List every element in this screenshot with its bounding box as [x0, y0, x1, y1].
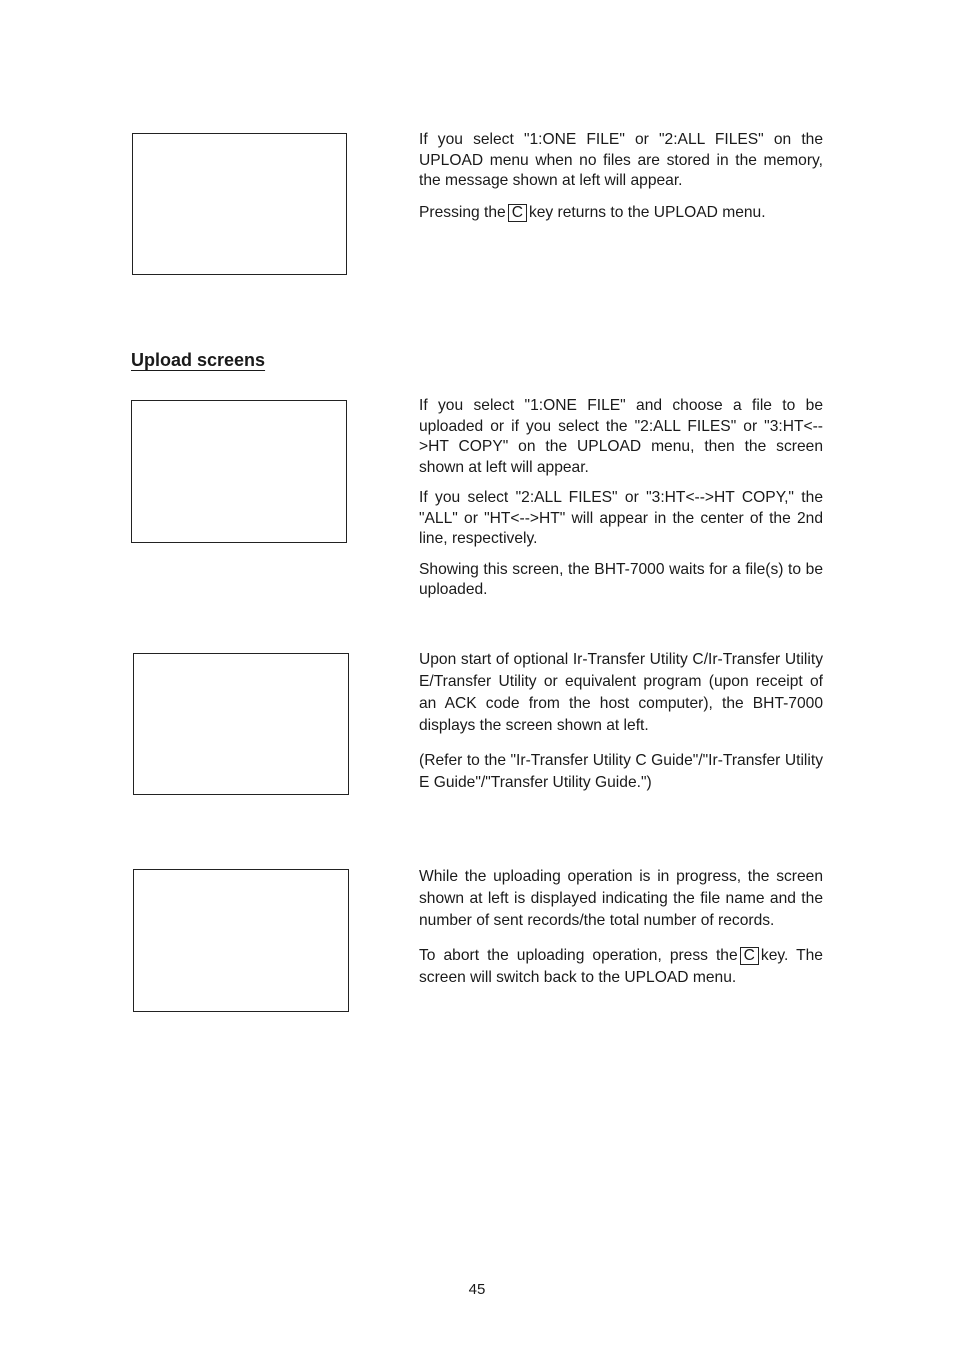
- upload-wait-paragraph-3: Showing this screen, the BHT-7000 waits for a file(s) to be uploaded.: [419, 560, 823, 598]
- no-file-screen-figure: [132, 133, 347, 275]
- transfer-start-paragraph-1: Upon start of optional Ir-Transfer Utility C/Ir-Transfer Utility E/Transfer Utility or equivalent program (upon receipt of an ACK code from the host computer), the BHT-7000 displays the screen shown at left.: [419, 651, 823, 734]
- c-key-paragraph: [419, 203, 823, 224]
- c-key-icon: C: [508, 204, 527, 222]
- upload-wait-paragraph-2: If you select "2:ALL FILES" or "3:HT<-->HT COPY," the "ALL" or "HT<-->HT" will appear in the center of the 2nd line, respectively.: [419, 489, 823, 547]
- no-file-description: [419, 130, 823, 223]
- transfer-start-description: [419, 649, 823, 794]
- c-key-text-after: key returns to the UPLOAD menu.: [528, 203, 766, 221]
- abort-paragraph: [419, 945, 823, 989]
- transfer-start-paragraph-2: (Refer to the "Ir-Transfer Utility C Guide"/"Ir-Transfer Utility E Guide"/"Transfer Utility Guide."): [419, 752, 823, 791]
- c-key-icon: C: [740, 947, 759, 965]
- transfer-start-screen-figure: [133, 653, 349, 795]
- abort-text-before: To abort the uploading operation, press the: [419, 947, 738, 964]
- upload-progress-description: [419, 866, 823, 989]
- upload-progress-screen-figure: [133, 869, 349, 1012]
- upload-wait-description: [419, 396, 823, 601]
- c-key-text-before: Pressing the: [419, 203, 506, 221]
- upload-wait-screen-figure: [131, 400, 347, 543]
- abort-text-after: key. The screen will switch back to the UPLOAD menu.: [419, 947, 823, 986]
- upload-wait-paragraph-1: If you select "1:ONE FILE" and choose a file to be uploaded or if you select the "2:ALL FILES" or "3:HT<-->HT COPY" on the UPLOAD menu, then the screen shown at left will appear.: [419, 397, 823, 476]
- no-file-paragraph: If you select "1:ONE FILE" or "2:ALL FILES" on the UPLOAD menu when no files are stored in the memory, the message shown at left will appear.: [419, 131, 823, 189]
- upload-screens-heading: Upload screens: [131, 350, 266, 370]
- upload-progress-paragraph-1: While the uploading operation is in progress, the screen shown at left is displayed indicating the file name and the number of sent records/the total number of records.: [419, 868, 823, 929]
- page-number: 45: [468, 1281, 486, 1298]
